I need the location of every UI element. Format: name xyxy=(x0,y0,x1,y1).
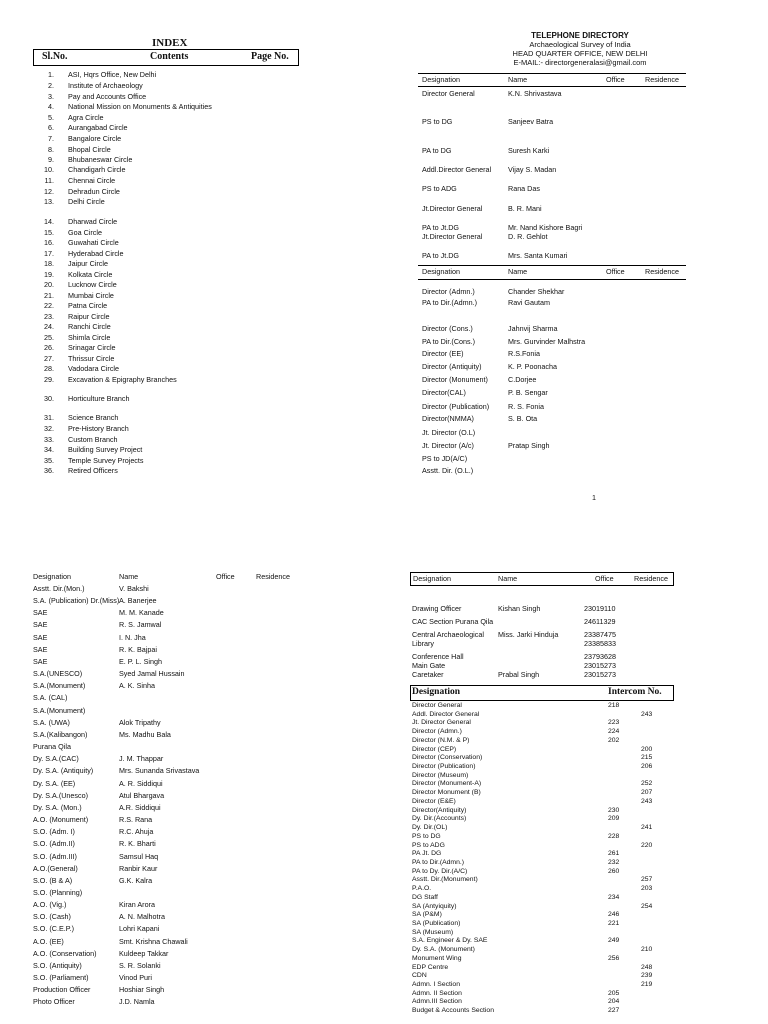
p2-header-office: Office xyxy=(216,572,235,581)
intercom-number: 218 xyxy=(608,702,620,709)
p2-designation: S.O. (Cash) xyxy=(33,912,71,922)
dir-name: Sanjeev Batra xyxy=(508,117,554,126)
intercom-designation: Monument Wing xyxy=(412,954,462,962)
index-content: Pre-History Branch xyxy=(68,424,129,433)
p2-designation: Dy. S.A. (EE) xyxy=(33,778,76,788)
intercom-number: 261 xyxy=(608,850,620,858)
intercom-number-alt: 239 xyxy=(641,972,653,980)
index-content: Raipur Circle xyxy=(68,312,110,321)
p2-name: Hoshiar Singh xyxy=(119,985,165,995)
intercom-number-alt: 248 xyxy=(641,963,653,971)
index-sl: 22. xyxy=(44,301,54,310)
dir-designation: Director (Admn.) xyxy=(422,287,475,296)
dir-designation: Director(CAL) xyxy=(422,388,466,397)
p2-designation: S.O. (B & A) xyxy=(33,875,73,885)
index-header-sl: Sl.No. xyxy=(42,51,68,62)
dir-name: Pratap Singh xyxy=(508,441,550,450)
index-content: Retired Officers xyxy=(68,466,118,475)
index-content: Bangalore Circle xyxy=(68,134,122,143)
dir-designation: PA to DG xyxy=(422,146,452,155)
dir-name: Suresh Karki xyxy=(508,146,550,155)
p2-name: Syed Jamal Hussain xyxy=(119,669,185,679)
intercom-designation: CDN xyxy=(412,972,427,980)
intercom-designation: DG Staff xyxy=(412,893,438,901)
intercom-number-alt: 200 xyxy=(641,745,653,753)
intercom-number-alt: 243 xyxy=(641,797,653,805)
dir-name: Mrs. Santa Kumari xyxy=(508,251,568,260)
index-sl: 14. xyxy=(44,217,54,226)
index-sl: 6. xyxy=(48,123,54,132)
dir-name: R.S.Fonia xyxy=(508,349,540,358)
dir-name: C.Dorjee xyxy=(508,375,537,384)
dir-designation: Jt.Director General xyxy=(422,232,483,241)
dir-designation: Director (Monument) xyxy=(422,375,488,384)
p2-designation: Photo Officer xyxy=(33,997,75,1007)
index-header-page: Page No. xyxy=(251,51,289,62)
p2r-office: 23387475 xyxy=(584,630,616,639)
intercom-designation: Director (CEP) xyxy=(412,745,457,753)
directory-org: Archaeological Survey of India xyxy=(529,40,631,49)
intercom-designation: Director (N.M. & P) xyxy=(412,736,470,744)
p2-name: M. M. Kanade xyxy=(119,608,164,618)
intercom-designation: Director (Admn.) xyxy=(412,728,462,736)
p2-designation: S.A.(Monument) xyxy=(33,705,86,715)
intercom-number: 230 xyxy=(608,806,620,814)
intercom-number: 234 xyxy=(608,893,620,901)
p2-designation: S.A.(Kalibangon) xyxy=(33,729,88,739)
p2r-name: Miss. Jarki Hinduja xyxy=(498,630,559,639)
intercom-number: 246 xyxy=(608,911,620,919)
dir-name: S. B. Ota xyxy=(508,414,538,423)
directory-rule xyxy=(418,73,686,74)
p2r-designation: Conference Hall xyxy=(412,652,464,661)
p2-designation: S.A.(Monument) xyxy=(33,681,86,691)
intercom-number: 205 xyxy=(608,989,620,997)
intercom-designation: Dy. S.A. (Monument) xyxy=(412,946,475,954)
dir-name: P. B. Sengar xyxy=(508,388,548,397)
p2-designation: Dy. S.A. (Mon.) xyxy=(33,802,82,812)
index-content: Dharwad Circle xyxy=(68,217,118,226)
index-content: Science Branch xyxy=(68,413,119,422)
p2-name: A. R. Siddiqui xyxy=(119,778,163,788)
index-sl: 25. xyxy=(44,333,54,342)
intercom-designation: Director General xyxy=(412,702,462,709)
p2-name: R.S. Rana xyxy=(119,815,153,825)
p2-designation: Dy. S.A.(Unesco) xyxy=(33,790,88,800)
p2r-office: 23385833 xyxy=(584,639,616,648)
intercom-number-alt: 206 xyxy=(641,763,653,771)
intercom-designation: SA (P&M) xyxy=(412,911,442,919)
p2-designation: S.O. (Adm. I) xyxy=(33,827,75,837)
dir-designation: Director (Antiquity) xyxy=(422,362,482,371)
index-content: Hyderabad Circle xyxy=(68,249,124,258)
p2-name: Lohri Kapani xyxy=(119,924,160,934)
p2-designation: SAE xyxy=(33,608,48,618)
p2r-office: 24611329 xyxy=(584,617,616,626)
directory-header-office-2: Office xyxy=(606,267,625,276)
intercom-header-designation: Designation xyxy=(412,687,461,697)
p2r-designation: Caretaker xyxy=(412,670,444,679)
p2-designation: Asstt. Dir.(Mon.) xyxy=(33,584,85,593)
index-sl: 5. xyxy=(48,113,54,122)
dir-name: Jahnvij Sharma xyxy=(508,324,558,333)
dir-designation: Director (Publication) xyxy=(422,402,490,411)
index-content: Lucknow Circle xyxy=(68,280,117,289)
dir-designation: PS to ADG xyxy=(422,184,457,193)
directory-rule xyxy=(418,86,686,87)
p2-name: E. P. L. Singh xyxy=(119,656,163,666)
index-sl: 18. xyxy=(44,259,54,268)
index-content: Mumbai Circle xyxy=(68,291,114,300)
intercom-header-number: Intercom No. xyxy=(608,687,662,697)
p2-designation: SAE xyxy=(33,620,48,630)
dir-name: B. R. Mani xyxy=(508,204,542,213)
intercom-designation: Addl. Director General xyxy=(412,710,480,718)
index-sl: 34. xyxy=(44,445,54,454)
index-content: Bhubaneswar Circle xyxy=(68,155,133,164)
intercom-number: 209 xyxy=(608,815,620,823)
index-content: Patna Circle xyxy=(68,301,108,310)
index-content: Vadodara Circle xyxy=(68,364,120,373)
index-sl: 20. xyxy=(44,280,54,289)
index-content: National Mission on Monuments & Antiquities xyxy=(68,102,212,111)
intercom-number-alt: 219 xyxy=(641,981,653,989)
intercom-designation: Dy. Dir.(OL) xyxy=(412,824,448,832)
p2r-designation: CAC Section Purana Qila xyxy=(412,617,494,626)
index-sl: 21. xyxy=(44,291,54,300)
p2-header-residence: Residence xyxy=(256,572,290,581)
dir-name: Chander Shekhar xyxy=(508,287,565,296)
dir-designation: PA to Dir.(Admn.) xyxy=(422,298,477,307)
intercom-designation: Director (E&E) xyxy=(412,797,456,805)
p2-name: A.R. Siddiqui xyxy=(119,802,161,812)
p2r-designation: Library xyxy=(412,639,434,648)
index-sl: 30. xyxy=(44,394,54,403)
index-content: Temple Survey Projects xyxy=(68,456,144,465)
dir-name: Mr. Nand Kishore Bagri xyxy=(508,223,583,232)
index-sl: 27. xyxy=(44,354,54,363)
p2-name: Mrs. Sunanda Srivastava xyxy=(119,766,200,776)
p2r-header-residence: Residence xyxy=(634,574,668,583)
p2-designation: A.O.(General) xyxy=(33,863,78,873)
intercom-designation: PA Jt. DG xyxy=(412,850,442,858)
p2-designation: Production Officer xyxy=(33,985,91,995)
p2-name: Ranbir Kaur xyxy=(119,863,158,873)
p2-name: Kiran Arora xyxy=(119,900,155,910)
directory-header-designation: Designation xyxy=(422,75,460,84)
p2-designation: SAE xyxy=(33,632,48,642)
index-sl: 2. xyxy=(48,81,54,90)
dir-designation: PA to Dir.(Cons.) xyxy=(422,337,475,346)
intercom-designation: Budget & Accounts Section xyxy=(412,1007,494,1015)
intercom-number-alt: 220 xyxy=(641,841,653,849)
p2-name: J.D. Namla xyxy=(119,997,155,1007)
index-content: Ranchi Circle xyxy=(68,322,111,331)
p2r-header-office: Office xyxy=(595,574,614,583)
directory-office: HEAD QUARTER OFFICE, NEW DELHI xyxy=(512,49,648,58)
directory-rule xyxy=(418,279,686,280)
dir-designation: PS to DG xyxy=(422,117,453,126)
directory-title: TELEPHONE DIRECTORY xyxy=(531,31,629,40)
p2r-header-designation: Designation xyxy=(413,574,451,583)
directory-header-name: Name xyxy=(508,75,528,84)
p2-header-name: Name xyxy=(119,572,139,581)
index-content: Aurangabad Circle xyxy=(68,123,128,132)
intercom-designation: S.A. Engineer & Dy. SAE xyxy=(412,937,488,945)
index-sl: 16. xyxy=(44,238,54,247)
dir-name: R. S. Fonia xyxy=(508,402,544,411)
index-content: Institute of Archaeology xyxy=(68,81,143,90)
p2r-office: 23793628 xyxy=(584,652,616,661)
p2-name: Atul Bhargava xyxy=(119,790,165,800)
index-sl: 7. xyxy=(48,134,54,143)
p2r-name: Kishan Singh xyxy=(498,604,541,613)
intercom-number: 202 xyxy=(608,736,620,744)
p2-name: V. Bakshi xyxy=(119,584,149,593)
intercom-designation: Admn.III Section xyxy=(412,998,462,1006)
directory-email: E-MAIL:- directorgeneralasi@gmail.com xyxy=(513,58,647,67)
intercom-designation: SA (Museum) xyxy=(412,928,454,936)
p2-designation: S.O. (C.E.P.) xyxy=(33,924,75,934)
index-sl: 33. xyxy=(44,435,54,444)
index-content: Shimla Circle xyxy=(68,333,111,342)
intercom-number-alt: 203 xyxy=(641,885,653,893)
directory-header-residence-2: Residence xyxy=(645,267,679,276)
intercom-number-alt: 254 xyxy=(641,902,653,910)
index-sl: 23. xyxy=(44,312,54,321)
intercom-number: 204 xyxy=(608,998,620,1006)
index-content: Guwahati Circle xyxy=(68,238,119,247)
intercom-designation: Admn. II Section xyxy=(412,989,462,997)
p2-designation: A.O. (Conservation) xyxy=(33,948,97,958)
index-content: Dehradun Circle xyxy=(68,187,120,196)
intercom-number: 232 xyxy=(608,858,620,866)
intercom-designation: Director (Publication) xyxy=(412,763,476,771)
index-content: Pay and Accounts Office xyxy=(68,92,147,101)
dir-designation: Director (EE) xyxy=(422,349,464,358)
p2-name: S. R. Solanki xyxy=(119,960,161,970)
index-sl: 31. xyxy=(44,413,54,422)
intercom-designation: PS to DG xyxy=(412,832,441,840)
intercom-number-alt: 257 xyxy=(641,876,653,884)
index-content: Goa Circle xyxy=(68,228,102,237)
p2-designation: S.A. (Publication) Dr.(Miss) xyxy=(33,596,120,606)
p2r-name: Prabal Singh xyxy=(498,670,540,679)
intercom-designation: Jt. Director General xyxy=(412,719,471,727)
dir-designation: Director General xyxy=(422,89,475,98)
p2-name: R. K. Bajpai xyxy=(119,644,157,654)
p2-designation: Purana Qila xyxy=(33,742,71,752)
intercom-number-alt: 210 xyxy=(641,946,653,954)
p2r-office: 23015273 xyxy=(584,670,616,679)
dir-designation: PA to Jt.DG xyxy=(422,251,460,260)
p2r-designation: Main Gate xyxy=(412,661,446,670)
intercom-number-alt: 241 xyxy=(641,824,653,832)
dir-name: D. R. Gehlot xyxy=(508,232,548,241)
p2-designation: A.O. (Monument) xyxy=(33,815,89,825)
intercom-designation: PA to Dy. Dir.(A/C) xyxy=(412,867,468,875)
p2-designation: S.O. (Adm.II) xyxy=(33,839,75,849)
dir-designation: Director (Cons.) xyxy=(422,324,473,333)
index-content: ASI, Hqrs Office, New Delhi xyxy=(68,70,157,79)
intercom-number: 224 xyxy=(608,728,620,736)
p2-designation: S.O. (Adm.III) xyxy=(33,851,77,861)
index-sl: 10. xyxy=(44,165,54,174)
index-sl: 17. xyxy=(44,249,54,258)
p2r-designation: Central Archaeological xyxy=(412,630,484,639)
intercom-designation: Director (Monument-A) xyxy=(412,780,482,788)
p2-name: J. M. Thappar xyxy=(119,754,164,764)
dir-name: Rana Das xyxy=(508,184,540,193)
dir-designation: Asstt. Dir. (O.L.) xyxy=(422,466,474,475)
intercom-number: 256 xyxy=(608,954,620,962)
intercom-designation: Dy. Dir.(Accounts) xyxy=(412,815,467,823)
intercom-number-alt: 243 xyxy=(641,710,653,718)
dir-designation: Jt.Director General xyxy=(422,204,483,213)
intercom-number: 249 xyxy=(608,937,620,945)
directory-header-designation-2: Designation xyxy=(422,267,460,276)
p2r-designation: Drawing Officer xyxy=(412,604,462,613)
index-sl: 35. xyxy=(44,456,54,465)
intercom-designation: EDP Centre xyxy=(412,963,449,971)
intercom-designation: Asstt. Dir.(Monument) xyxy=(412,876,478,884)
p2-name: Ms. Madhu Bala xyxy=(119,729,171,739)
dir-name: K.N. Shrivastava xyxy=(508,89,562,98)
intercom-designation: PA to Dir.(Admn.) xyxy=(412,858,464,866)
intercom-number: 221 xyxy=(608,920,620,927)
intercom-designation: Admn. I Section xyxy=(412,981,460,989)
p2-designation: S.A. (UWA) xyxy=(33,717,70,727)
p2-name: R. S. Jamwal xyxy=(119,620,162,630)
p2-designation: S.A. (CAL) xyxy=(33,693,68,703)
p2-designation: S.O. (Planning) xyxy=(33,888,83,897)
intercom-number-alt: 252 xyxy=(641,780,653,788)
p2-name: A. N. Malhotra xyxy=(119,912,165,922)
index-sl: 29. xyxy=(44,375,54,384)
index-header-contents: Contents xyxy=(150,51,189,62)
dir-name: Vijay S. Madan xyxy=(508,165,557,174)
directory-header-residence: Residence xyxy=(645,75,679,84)
p2-designation: S.A.(UNESCO) xyxy=(33,669,83,679)
intercom-number: 223 xyxy=(608,719,620,727)
dir-designation: Jt. Director (O.L) xyxy=(422,428,476,437)
p2-header-designation: Designation xyxy=(33,572,71,581)
p2-designation: SAE xyxy=(33,644,48,654)
intercom-designation: Director (Conservation) xyxy=(412,754,483,762)
p2-name: R. K. Bharti xyxy=(119,839,156,849)
index-content: Agra Circle xyxy=(68,113,104,122)
p2r-office: 23019110 xyxy=(584,604,616,613)
p2-name: Vinod Puri xyxy=(119,973,153,983)
p2-name: Kuldeep Takkar xyxy=(119,948,169,958)
p2-designation: Dy. S.A. (Antiquity) xyxy=(33,766,94,776)
intercom-designation: Director Monument (B) xyxy=(412,789,481,797)
p2-name: Alok Tripathy xyxy=(119,717,161,727)
index-content: Srinagar Circle xyxy=(68,343,116,352)
index-sl: 26. xyxy=(44,343,54,352)
index-content: Delhi Circle xyxy=(68,197,105,206)
intercom-number-alt: 207 xyxy=(641,789,653,797)
dir-name: Mrs. Gurvinder Malhstra xyxy=(508,337,586,346)
intercom-designation: PS to ADG xyxy=(412,841,445,849)
index-content: Chandigarh Circle xyxy=(68,165,126,174)
intercom-designation: Director(Antiquity) xyxy=(412,806,467,814)
p2-designation: A.O. (EE) xyxy=(33,936,64,946)
index-sl: 8. xyxy=(48,145,54,154)
p2-designation: A.O. (Vig.) xyxy=(33,900,67,910)
index-sl: 11. xyxy=(44,176,54,185)
index-sl: 13. xyxy=(44,197,54,206)
dir-designation: Addl.Director General xyxy=(422,165,492,174)
p2-name: R.C. Ahuja xyxy=(119,827,154,837)
intercom-designation: SA (Publication) xyxy=(412,920,461,927)
dir-designation: Director(NMMA) xyxy=(422,414,474,423)
intercom-number: 228 xyxy=(608,832,620,840)
p2-name: A. Banerjee xyxy=(119,596,157,606)
intercom-number-alt: 215 xyxy=(641,754,653,762)
directory-header-office: Office xyxy=(606,75,625,84)
index-sl: 3. xyxy=(48,92,54,101)
dir-designation: PA to Jt.DG xyxy=(422,223,460,232)
intercom-designation: SA (Antyiquity) xyxy=(412,902,457,910)
index-sl: 36. xyxy=(44,466,54,475)
page-number: 1 xyxy=(592,493,596,502)
p2r-header-name: Name xyxy=(498,574,518,583)
index-sl: 4. xyxy=(48,102,54,111)
p2-name: Smt. Krishna Chawali xyxy=(119,936,188,946)
index-sl: 9. xyxy=(48,155,54,164)
dir-name: K. P. Poonacha xyxy=(508,362,558,371)
directory-header-name-2: Name xyxy=(508,267,528,276)
index-sl: 32. xyxy=(44,424,54,433)
index-content: Chennai Circle xyxy=(68,176,116,185)
index-sl: 24. xyxy=(44,322,54,331)
intercom-number: 227 xyxy=(608,1007,620,1015)
index-content: Jaipur Circle xyxy=(68,259,108,268)
index-sl: 1. xyxy=(48,70,54,79)
index-content: Horticulture Branch xyxy=(68,394,130,403)
index-content: Kolkata Circle xyxy=(68,270,113,279)
index-content: Building Survey Project xyxy=(68,445,143,454)
p2-designation: S.O. (Antiquity) xyxy=(33,960,82,970)
index-content: Thrissur Circle xyxy=(68,354,115,363)
index-sl: 28. xyxy=(44,364,54,373)
index-sl: 19. xyxy=(44,270,54,279)
p2-name: A. K. Sinha xyxy=(119,681,155,691)
p2-name: I. N. Jha xyxy=(119,632,146,642)
p2-name: Samsul Haq xyxy=(119,851,159,861)
p2r-office: 23015273 xyxy=(584,661,616,670)
p2-name: G.K. Kalra xyxy=(119,875,153,885)
intercom-designation: Director (Museum) xyxy=(412,771,469,779)
directory-rule xyxy=(418,265,686,266)
intercom-number: 260 xyxy=(608,867,620,875)
index-sl: 15. xyxy=(44,228,54,237)
intercom-designation: P.A.O. xyxy=(412,885,432,893)
index-content: Excavation & Epigraphy Branches xyxy=(68,375,177,384)
index-content: Bhopal Circle xyxy=(68,145,111,154)
dir-designation: Jt. Director (A/c) xyxy=(422,441,474,450)
index-content: Custom Branch xyxy=(68,435,118,444)
p2-designation: S.O. (Parliament) xyxy=(33,973,89,983)
p2-designation: SAE xyxy=(33,656,48,666)
dir-name: Ravi Gautam xyxy=(508,298,550,307)
index-title: INDEX xyxy=(152,37,188,49)
dir-designation: PS to JD(A/C) xyxy=(422,454,468,463)
p2-designation: Dy. S.A.(CAC) xyxy=(33,754,79,764)
index-sl: 12. xyxy=(44,187,54,196)
